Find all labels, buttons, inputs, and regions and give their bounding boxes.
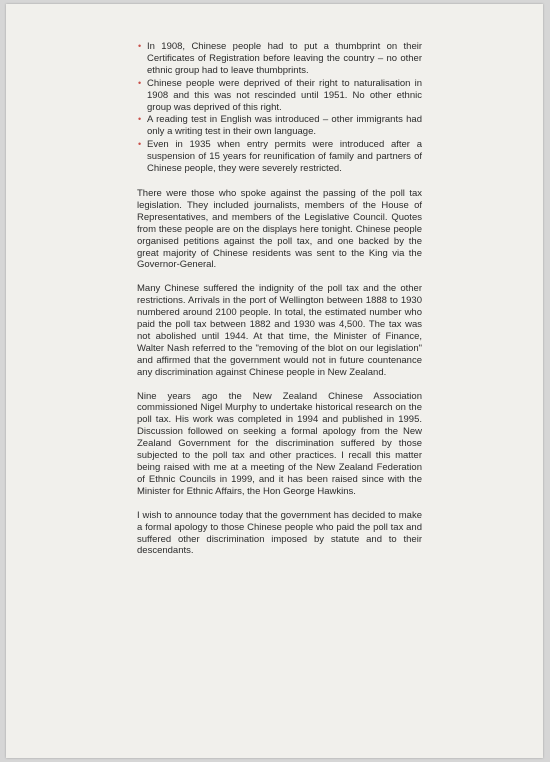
bullet-text: In 1908, Chinese people had to put a thumbprint on their Certificates of Registration before leaving the country – no other ethnic group had to leave thumbprints. bbox=[147, 41, 422, 76]
bullet-item-entry-permits bbox=[138, 139, 422, 175]
restrictions-bullet-list bbox=[138, 41, 422, 175]
bullet-item-naturalisation bbox=[138, 77, 422, 114]
paragraph-research: Nine years ago the New Zealand Chinese Association commissioned Nigel Murphy to undertake historical research on the poll tax. His work was completed in 1994 and published in 1995. Discussion followed on seeking a formal apology from the New Zealand Government for the discrimination suffered by those subjected to the poll tax and other practices. I recall this matter being raised with me at a meeting of the New Zealand Federation of Ethnic Councils in 1999, and it has been raised since with the Minister for Ethnic Affairs, the Hon George Hawkins. bbox=[137, 390, 422, 497]
bullet-text: Even in 1935 when entry permits were introduced after a suspension of 15 years for reunification of family and partners of Chinese people, they were severely restricted. bbox=[147, 139, 422, 175]
paragraph-opposition: There were those who spoke against the passing of the poll tax legislation. They included journalists, members of the House of Representatives, and members of the Legislative Council. Quotes from these people are on the displays here tonight. Chinese people organised petitions against the poll tax, and one backed by the great majority of Chinese residents was sent to the King via the Governor-General. bbox=[137, 187, 422, 271]
document-body bbox=[137, 41, 422, 557]
bullet-item-thumbprint bbox=[138, 41, 422, 77]
document-page bbox=[6, 4, 543, 758]
bullet-icon: • bbox=[138, 114, 142, 125]
bullet-icon: • bbox=[138, 77, 142, 88]
bullet-icon: • bbox=[138, 139, 142, 150]
bullet-icon: • bbox=[138, 41, 142, 51]
paragraph-indignity: Many Chinese suffered the indignity of the poll tax and the other restrictions. Arrivals in the port of Wellington between 1888 to 1930 numbered around 2100 people. In total, the estimated number who paid the poll tax between 1882 and 1930 was 4,500. The tax was not abolished until 1944. At that time, the Minister of Finance, Walter Nash referred to the "removing of the blot on our legislation" and affirmed that the government would not in future countenance any discrimination against Chinese people in New Zealand. bbox=[137, 283, 422, 378]
bullet-text: Chinese people were deprived of their right to naturalisation in 1908 and this was not rescinded until 1951. No other ethnic group was deprived of this right. bbox=[147, 77, 422, 113]
paragraph-apology-announcement: I wish to announce today that the government has decided to make a formal apology to those Chinese people who paid the poll tax and suffered other discrimination imposed by statute and to their descendants. bbox=[137, 509, 422, 557]
bullet-item-reading-test bbox=[138, 114, 422, 138]
bullet-text: A reading test in English was introduced – other immigrants had only a writing test in their own language. bbox=[147, 114, 422, 138]
